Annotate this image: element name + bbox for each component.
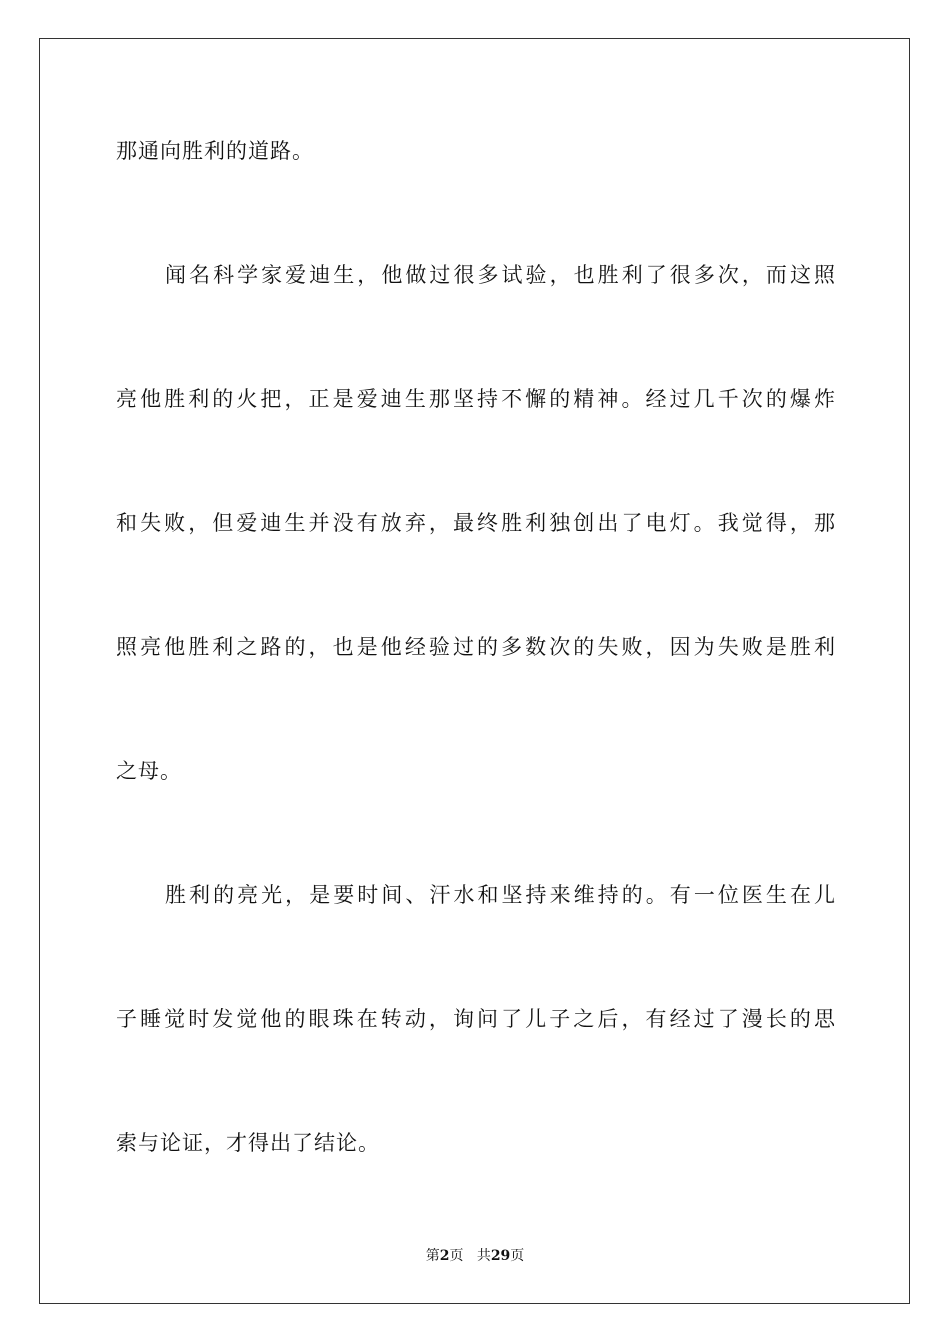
total-pages: 29 — [490, 1248, 511, 1264]
paragraph-line: 和失败，但爱迪生并没有放弃，最终胜利独创出了电灯。我觉得，那 — [116, 511, 836, 535]
page-suffix: 页 — [449, 1248, 464, 1264]
paragraph-line: 照亮他胜利之路的，也是他经验过的多数次的失败，因为失败是胜利 — [116, 635, 836, 659]
paragraph-line: 索与论证，才得出了结论。 — [116, 1131, 380, 1155]
paragraph-line: 那通向胜利的道路。 — [116, 139, 314, 163]
page-border — [39, 38, 910, 1304]
paragraph-line: 亮他胜利的火把，正是爱迪生那坚持不懈的精神。经过几千次的爆炸 — [116, 387, 836, 411]
total-prefix: 共 — [476, 1248, 491, 1264]
page-footer — [0, 1246, 950, 1266]
page-prefix: 第 — [425, 1248, 440, 1264]
paragraph-line: 闻名科学家爱迪生，他做过很多试验，也胜利了很多次，而这照 — [165, 263, 836, 287]
paragraph-line: 之母。 — [116, 759, 182, 783]
total-suffix: 页 — [510, 1248, 525, 1264]
paragraph-line: 子睡觉时发觉他的眼珠在转动，询问了儿子之后，有经过了漫长的思 — [116, 1007, 836, 1031]
paragraph-line: 胜利的亮光，是要时间、汗水和坚持来维持的。有一位医生在儿 — [165, 883, 836, 907]
page-number: 2 — [439, 1248, 450, 1264]
